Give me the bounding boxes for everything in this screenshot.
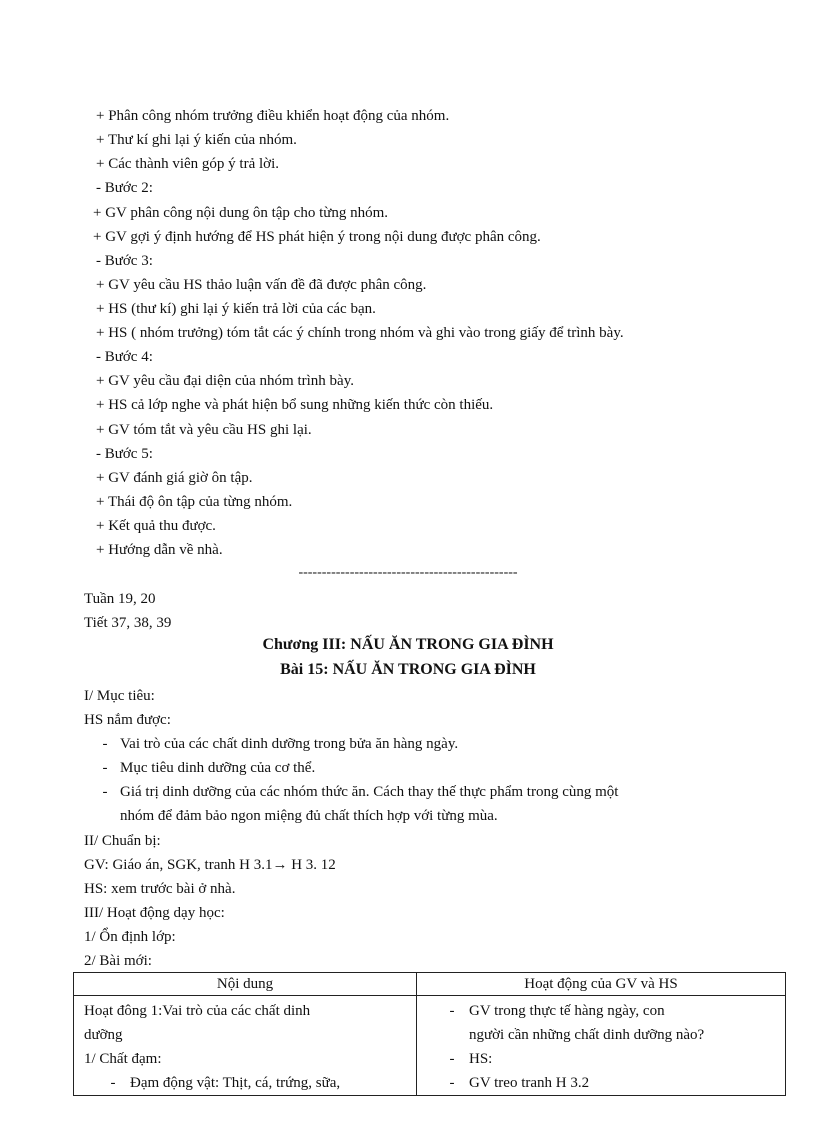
step-line: + GV yêu cầu đại diện của nhóm trình bày. (96, 373, 354, 389)
separator-line: ----------------------------------------------- (298, 565, 518, 580)
bullet-dash: - (102, 760, 108, 776)
list-item-continuation: nhóm để đảm bảo ngon miệng đủ chất thích hợp với từng mùa. (120, 808, 498, 824)
cell-line: người cần những chất dinh dưỡng nào? (469, 1027, 705, 1043)
step-line: + Thư kí ghi lại ý kiến của nhóm. (96, 132, 297, 148)
column-header-activities: Hoạt động của GV và HS (417, 973, 786, 996)
table-row (74, 996, 786, 1096)
step-line: + GV yêu cầu HS thảo luận vấn đề đã được phân công. (96, 277, 427, 293)
activity-cell (417, 996, 786, 1096)
bullet-dash: - (449, 1003, 455, 1019)
cell-line: 1/ Chất đạm: (84, 1051, 162, 1067)
bullet-dash: - (110, 1075, 116, 1091)
cell-line: - GV trong thực tế hàng ngày, con (441, 999, 785, 1023)
step-line: + Kết quả thu được. (96, 518, 216, 534)
step-line: + Thái độ ôn tập của từng nhóm. (96, 494, 293, 510)
chapter-title: Chương III: NẤU ĂN TRONG GIA ĐÌNH (262, 636, 554, 653)
list-item: - Mục tiêu dinh dưỡng của cơ thể. (94, 758, 315, 778)
step-line: + Phân công nhóm trưởng điều khiển hoạt động của nhóm. (96, 108, 450, 124)
step-heading: - Bước 3: (96, 253, 153, 269)
periods-label: Tiết 37, 38, 39 (84, 615, 172, 631)
table-header-row (74, 973, 786, 996)
cell-line: - GV treo tranh H 3.2 (441, 1071, 785, 1095)
step-line: + Hướng dẫn về nhà. (96, 542, 223, 558)
step-new-lesson: 2/ Bài mới: (84, 953, 152, 969)
step-heading: - Bước 2: (96, 180, 153, 196)
step-line: + Các thành viên góp ý trả lời. (96, 156, 280, 172)
objectives-heading: I/ Mục tiêu: (84, 688, 155, 704)
step-heading: - Bước 4: (96, 349, 153, 365)
step-line: + HS cả lớp nghe và phát hiện bổ sung những kiến thức còn thiếu. (96, 397, 494, 413)
prep-heading: II/ Chuẩn bị: (84, 833, 161, 849)
week-label: Tuần 19, 20 (84, 591, 156, 607)
content-cell (74, 996, 417, 1096)
bullet-dash: - (102, 784, 108, 800)
cell-line: - HS: (441, 1047, 785, 1071)
step-line: + HS ( nhóm trưởng) tóm tắt các ý chính trong nhóm và ghi vào trong giấy để trình bày. (96, 325, 624, 341)
prep-gv: GV: Giáo án, SGK, tranh H 3.1→ H 3. 12 (84, 857, 336, 873)
bullet-dash: - (449, 1051, 455, 1067)
step-line: + GV phân công nội dung ôn tập cho từng nhóm. (93, 205, 389, 221)
objectives-intro: HS nắm được: (84, 712, 171, 728)
cell-line: dưỡng (84, 1027, 123, 1043)
step-stabilize: 1/ Ổn định lớp: (84, 929, 176, 945)
lesson-table (73, 972, 786, 1096)
lesson-title: Bài 15: NẤU ĂN TRONG GIA ĐÌNH (280, 661, 536, 678)
step-heading: - Bước 5: (96, 446, 153, 462)
column-header-content: Nội dung (74, 973, 417, 996)
step-line: + GV đánh giá giờ ôn tập. (96, 470, 253, 486)
step-line: + GV tóm tắt và yêu cầu HS ghi lại. (96, 422, 312, 438)
step-line: + HS (thư kí) ghi lại ý kiến trả lời của các bạn. (96, 301, 376, 317)
list-item: - Giá trị dinh dưỡng của các nhóm thức ăn. Cách thay thế thực phẩm trong cùng một (94, 782, 618, 802)
cell-line: - Đạm động vật: Thịt, cá, trứng, sữa, (84, 1071, 416, 1095)
cell-line: Hoạt đông 1:Vai trò của các chất dinh (84, 1003, 311, 1019)
step-line: + GV gợi ý định hướng để HS phát hiện ý trong nội dung được phân công. (93, 229, 541, 245)
prep-hs: HS: xem trước bài ở nhà. (84, 881, 236, 897)
bullet-dash: - (449, 1075, 455, 1091)
bullet-dash: - (102, 736, 108, 752)
activities-heading: III/ Hoạt động dạy học: (84, 905, 225, 921)
list-item: - Vai trò của các chất dinh dưỡng trong bửa ăn hàng ngày. (94, 734, 458, 754)
